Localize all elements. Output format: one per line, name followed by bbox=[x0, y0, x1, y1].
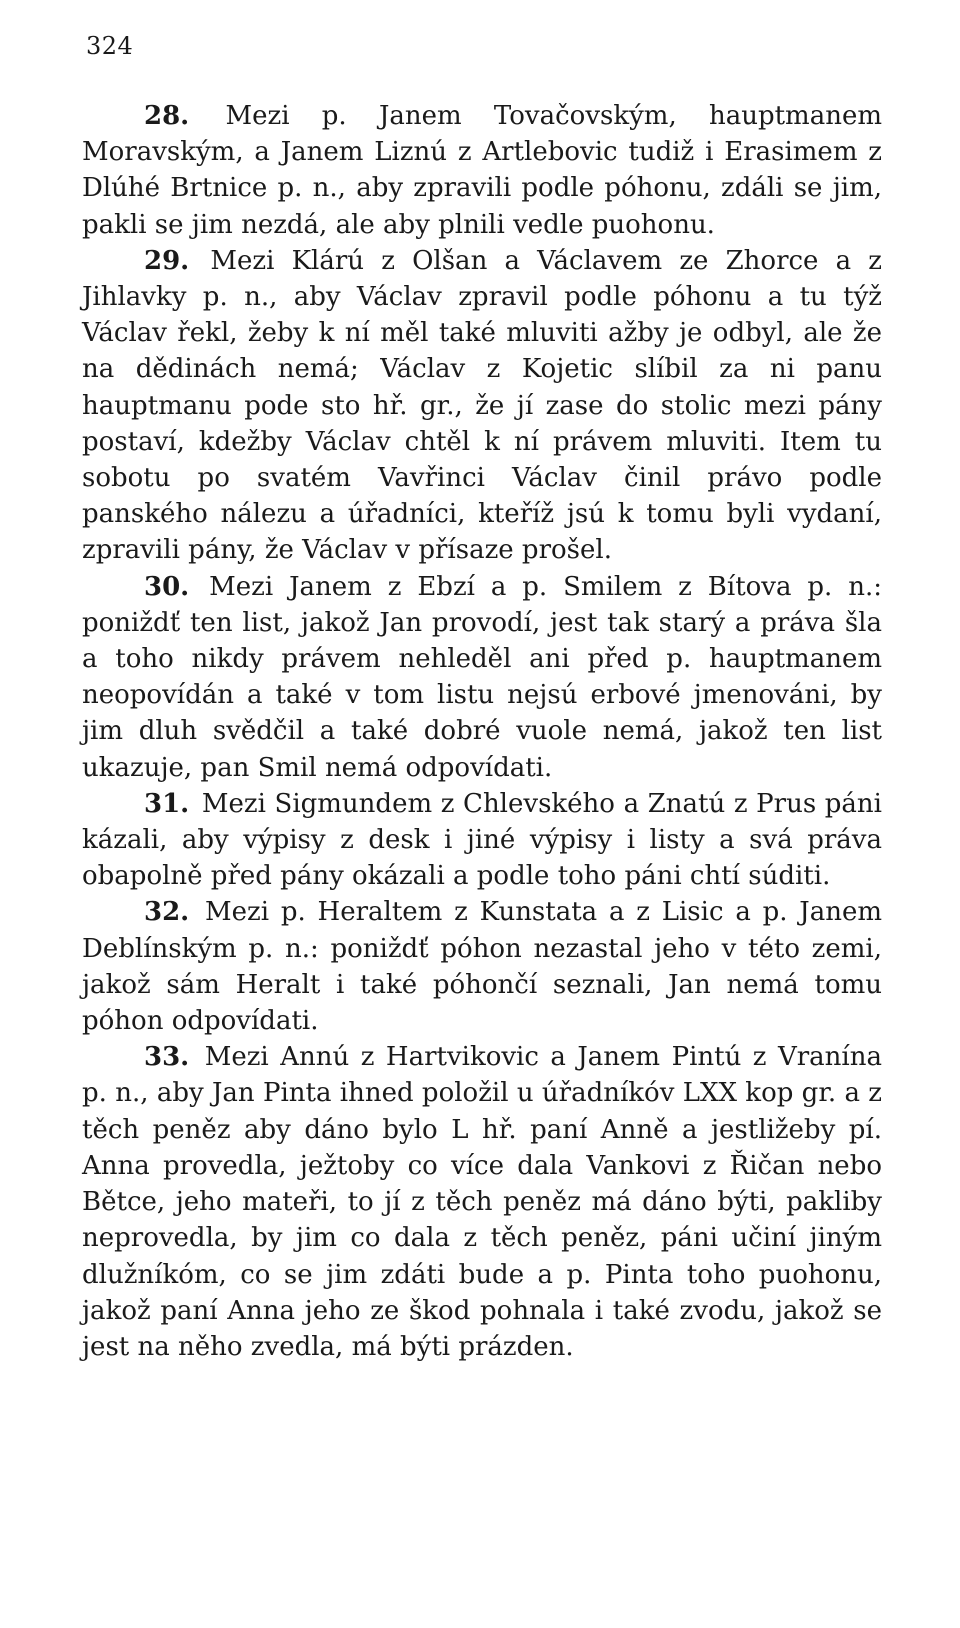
paragraph-text: Mezi Annú z Hartvikovic a Janem Pintú z Vranína p. n., aby Jan Pinta ihned položil u úřadníkóv LXX kop gr. a z těch peněz aby dáno bylo L hř. paní Anně a jestližeby pí. Anna provedla, ježtoby co více dala Vankovi z Řičan nebo Bětce, jeho mateři, to jí z těch peněz má dáno býti, pakliby neprovedla, by jim co dala z těch peněz, páni učiní jiným dlužníkóm, co se jim zdáti bude a p. Pinta toho puohonu, jakož paní Anna jeho ze škod pohnala i také zvodu, jakož se jest na něho zvedla, má býti prázden. bbox=[82, 1042, 882, 1362]
document-body bbox=[82, 98, 882, 1365]
paragraph-28 bbox=[82, 98, 882, 243]
paragraph-32 bbox=[82, 894, 882, 1039]
paragraph-number: 30. bbox=[144, 571, 190, 602]
paragraph-30 bbox=[82, 569, 882, 786]
paragraph-text: Mezi p. Heraltem z Kunstata a z Lisic a p. Janem Deblínským p. n.: poniždť póhon nezastal jeho v této zemi, jakož sám Heralt i také póhončí seznali, Jan nemá tomu póhon odpovídati. bbox=[82, 897, 883, 1037]
paragraph-text: Mezi Sigmundem z Chlevského a Znatú z Prus páni kázali, aby výpisy z desk i jiné výpisy i listy a svá práva obapolně před pány okázali a podle toho páni chtí súditi. bbox=[82, 788, 882, 892]
paragraph-29 bbox=[82, 243, 882, 569]
paragraph-text: Mezi Janem z Ebzí a p. Smilem z Bítova p. n.: poniždť ten list, jakož Jan provodí, jest tak starý a práva šla a toho nikdy právem nehleděl ani před p. hauptmanem neopovídán a také v tom listu nejsú erbové jmenováni, by jim dluh svědčil a také dobré vuole nemá, jakož ten list ukazuje, pan Smil nemá odpovídati. bbox=[82, 571, 882, 783]
paragraph-number: 29. bbox=[144, 245, 190, 276]
paragraph-number: 33. bbox=[144, 1042, 190, 1073]
paragraph-text: Mezi Klárú z Olšan a Václavem ze Zhorce a z Jihlavky p. n., aby Václav zpravil podle póhonu a tu týž Václav řekl, žeby k ní měl také mluviti ažby je odbyl, ale že na dědinách nemá; Václav z Kojetic slíbil za ni panu hauptmanu pode sto hř. gr., že jí zase do stolic mezi pány postaví, kdežby Václav chtěl k ní právem mluviti. Item tu sobotu po svatém Vavřinci Václav činil právo podle panského nálezu a úřadníci, kteříž jsú k tomu byli vydaní, zpravili pány, že Václav v přísaze prošel. bbox=[82, 245, 882, 566]
paragraph-33 bbox=[82, 1039, 882, 1365]
page-number: 324 bbox=[86, 32, 134, 60]
paragraph-number: 32. bbox=[144, 897, 190, 928]
paragraph-31 bbox=[82, 786, 882, 895]
paragraph-number: 31. bbox=[144, 788, 190, 819]
paragraph-text: Mezi p. Janem Tovačovským, hauptmanem Moravským, a Janem Liznú z Artlebovic tudiž i Erasimem z Dlúhé Brtnice p. n., aby zpravili podle póhonu, zdáli se jim, pakli se jim nezdá, ale aby plnili vedle puohonu. bbox=[82, 101, 882, 240]
paragraph-number: 28. bbox=[144, 101, 190, 131]
